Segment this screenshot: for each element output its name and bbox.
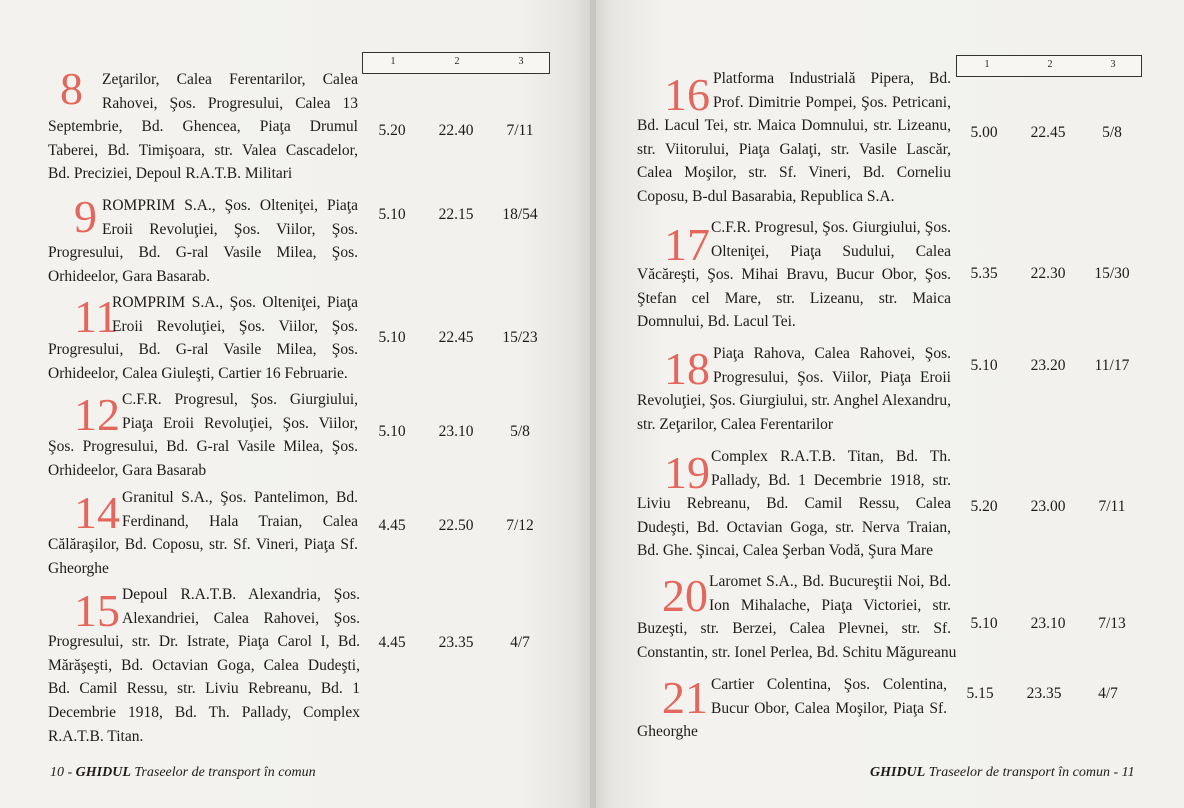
route-number: 21	[662, 672, 708, 723]
left-page-footer: 10 - GHIDUL Traseelor de transport în comun	[50, 765, 316, 780]
footer-subtitle: Traseelor de transport în comun	[928, 765, 1110, 780]
column-header-1: 1	[390, 56, 396, 67]
first-departure: 5.20	[970, 498, 998, 515]
last-departure: 22.50	[438, 517, 474, 534]
first-departure: 5.10	[378, 206, 406, 223]
interval: 15/23	[502, 329, 538, 346]
route-number: 15	[74, 585, 120, 636]
interval: 7/12	[506, 517, 534, 534]
right-page	[596, 0, 1184, 808]
interval: 7/11	[1098, 498, 1126, 515]
route-description: ROMPRIM S.A., Şos. Olteniţei, Piaţa Eroii Revoluţiei, Şos. Viilor, Şos. Progresului, Bd. G-ral Vasile Milea, Şos. Orhideelor, Calea Giuleşti, Cartier 16 Februarie.	[48, 294, 358, 382]
first-departure: 4.45	[378, 517, 406, 534]
column-header-1: 1	[984, 59, 990, 70]
first-departure: 5.00	[970, 124, 998, 141]
route-description: Platforma Industrială Pipera, Bd. Prof. Dimitrie Pompei, Şos. Petricani, Bd. Lacul Tei, str. Maica Domnului, str. Lizeanu, str. Viitorului, Piaţa Galaţi, str. Vasile Lascăr, Calea Moşilor, str. Sf. Vineri, Bd. Corneliu Coposu, B-dul Basarabia, Republica S.A.	[637, 70, 951, 205]
first-departure: 5.35	[970, 265, 998, 282]
first-departure: 5.15	[966, 685, 994, 702]
column-header-box	[362, 52, 550, 74]
interval: 5/8	[510, 423, 530, 440]
first-departure: 5.20	[378, 122, 406, 139]
last-departure: 22.30	[1030, 265, 1066, 282]
footer-brand: GHIDUL	[75, 765, 131, 780]
last-departure: 23.00	[1030, 498, 1066, 515]
column-header-3: 3	[1110, 59, 1116, 70]
route-description: Cartier Colentina, Şos. Colentina, Bucur Obor, Calea Moşilor, Piaţa Sf. Gheorghe	[637, 676, 947, 741]
last-departure: 23.10	[1030, 615, 1066, 632]
interval: 18/54	[502, 206, 538, 223]
last-departure: 22.45	[438, 329, 474, 346]
interval: 5/8	[1102, 124, 1122, 141]
last-departure: 23.10	[438, 423, 474, 440]
last-departure: 23.20	[1030, 357, 1066, 374]
route-number: 9	[74, 191, 97, 242]
route-description: C.F.R. Progresul, Şos. Giurgiului, Piaţa Eroii Revoluţiei, Şos. Viilor, Şos. Progresului, Bd. G-ral Vasile Milea, Şos. Orhideelor, Gara Basarab	[48, 391, 358, 479]
column-header-2: 2	[1047, 59, 1053, 70]
route-number: 16	[664, 69, 710, 120]
route-description: Piaţa Rahova, Calea Rahovei, Şos. Progresului, Şos. Viilor, Piaţa Eroii Revoluţiei, Şos. Giurgiului, str. Anghel Alexandru, str. Zeţarilor, Calea Ferentarilor	[637, 345, 952, 433]
page-number: 11	[1121, 765, 1135, 780]
route-description: Zeţarilor, Calea Ferentarilor, Calea Rahovei, Şos. Progresului, Calea 13 Septembrie, Bd. Ghencea, Piaţa Drumul Taberei, Bd. Timişoara, str. Valea Cascadelor, Bd. Preciziei, Depoul R.A.T.B. Militari	[48, 71, 358, 183]
footer-brand: GHIDUL	[870, 765, 926, 780]
page-number: 10	[50, 765, 64, 780]
route-description: Granitul S.A., Şos. Pantelimon, Bd. Ferdinand, Hala Traian, Calea Călăraşilor, Bd. Coposu, str. Sf. Vineri, Piaţa Sf. Gheorghe	[48, 489, 358, 577]
last-departure: 22.15	[438, 206, 474, 223]
route-description: C.F.R. Progresul, Şos. Giurgiului, Şos. Olteniţei, Piaţa Sudului, Calea Văcăreşti, Şos. Mihai Bravu, Bucur Obor, Şos. Ştefan cel Mare, str. Lizeanu, str. Maica Domnului, Bd. Lacul Tei.	[637, 219, 951, 331]
interval: 7/11	[506, 122, 534, 139]
interval: 15/30	[1094, 265, 1130, 282]
first-departure: 5.10	[378, 423, 406, 440]
column-header-box	[956, 55, 1142, 77]
interval: 7/13	[1098, 615, 1126, 632]
last-departure: 23.35	[438, 634, 474, 651]
route-description: Complex R.A.T.B. Titan, Bd. Th. Pallady, Bd. 1 Decembrie 1918, str. Liviu Rebreanu, Bd. Camil Ressu, Calea Dudeşti, Bd. Octavian Goga, str. Nerva Traian, Bd. Ghe. Şincai, Calea Şerban Vodă, Şura Mare	[637, 448, 951, 560]
first-departure: 4.45	[378, 634, 406, 651]
route-number: 8	[60, 63, 83, 114]
right-page-footer: GHIDUL Traseelor de transport în comun - 11	[870, 765, 1135, 780]
column-header-2: 2	[454, 56, 460, 67]
route-description: ROMPRIM S.A., Şos. Olteniţei, Piaţa Eroii Revoluţiei, Şos. Viilor, Şos. Progresului, Bd. G-ral Vasile Milea, Şos. Orhideelor, Gara Basarab.	[48, 197, 358, 285]
interval: 4/7	[1098, 685, 1118, 702]
last-departure: 22.40	[438, 122, 474, 139]
footer-subtitle: Traseelor de transport în comun	[134, 765, 316, 780]
first-departure: 5.10	[378, 329, 406, 346]
route-description: Laromet S.A., Bd. Bucureştii Noi, Bd. Ion Mihalache, Piaţa Victoriei, str. Buzeşti, str. Berzei, Calea Plevnei, str. Sf. Constantin, str. Ionel Perlea, Bd. Schitu Măgureanu	[637, 573, 957, 661]
route-number: 12	[74, 389, 120, 440]
route-number: 18	[664, 343, 710, 394]
first-departure: 5.10	[970, 615, 998, 632]
route-number: 14	[74, 487, 120, 538]
route-number: 20	[662, 570, 708, 621]
route-description: Depoul R.A.T.B. Alexandria, Şos. Alexandriei, Calea Rahovei, Şos. Progresului, str. Dr. Istrate, Piaţa Carol I, Bd. Mărăşeşti, Bd. Octavian Goga, Calea Dudeşti, Bd. Camil Ressu, str. Liviu Rebreanu, Bd. 1 Decembrie 1918, Bd. Th. Pallady, Complex R.A.T.B. Titan.	[48, 586, 360, 745]
interval: 11/17	[1094, 357, 1130, 374]
last-departure: 22.45	[1030, 124, 1066, 141]
last-departure: 23.35	[1026, 685, 1062, 702]
route-number: 17	[664, 219, 710, 270]
first-departure: 5.10	[970, 357, 998, 374]
route-number: 19	[664, 447, 710, 498]
left-page	[0, 0, 590, 808]
interval: 4/7	[510, 634, 530, 651]
route-number: 11	[74, 291, 119, 342]
column-header-3: 3	[518, 56, 524, 67]
